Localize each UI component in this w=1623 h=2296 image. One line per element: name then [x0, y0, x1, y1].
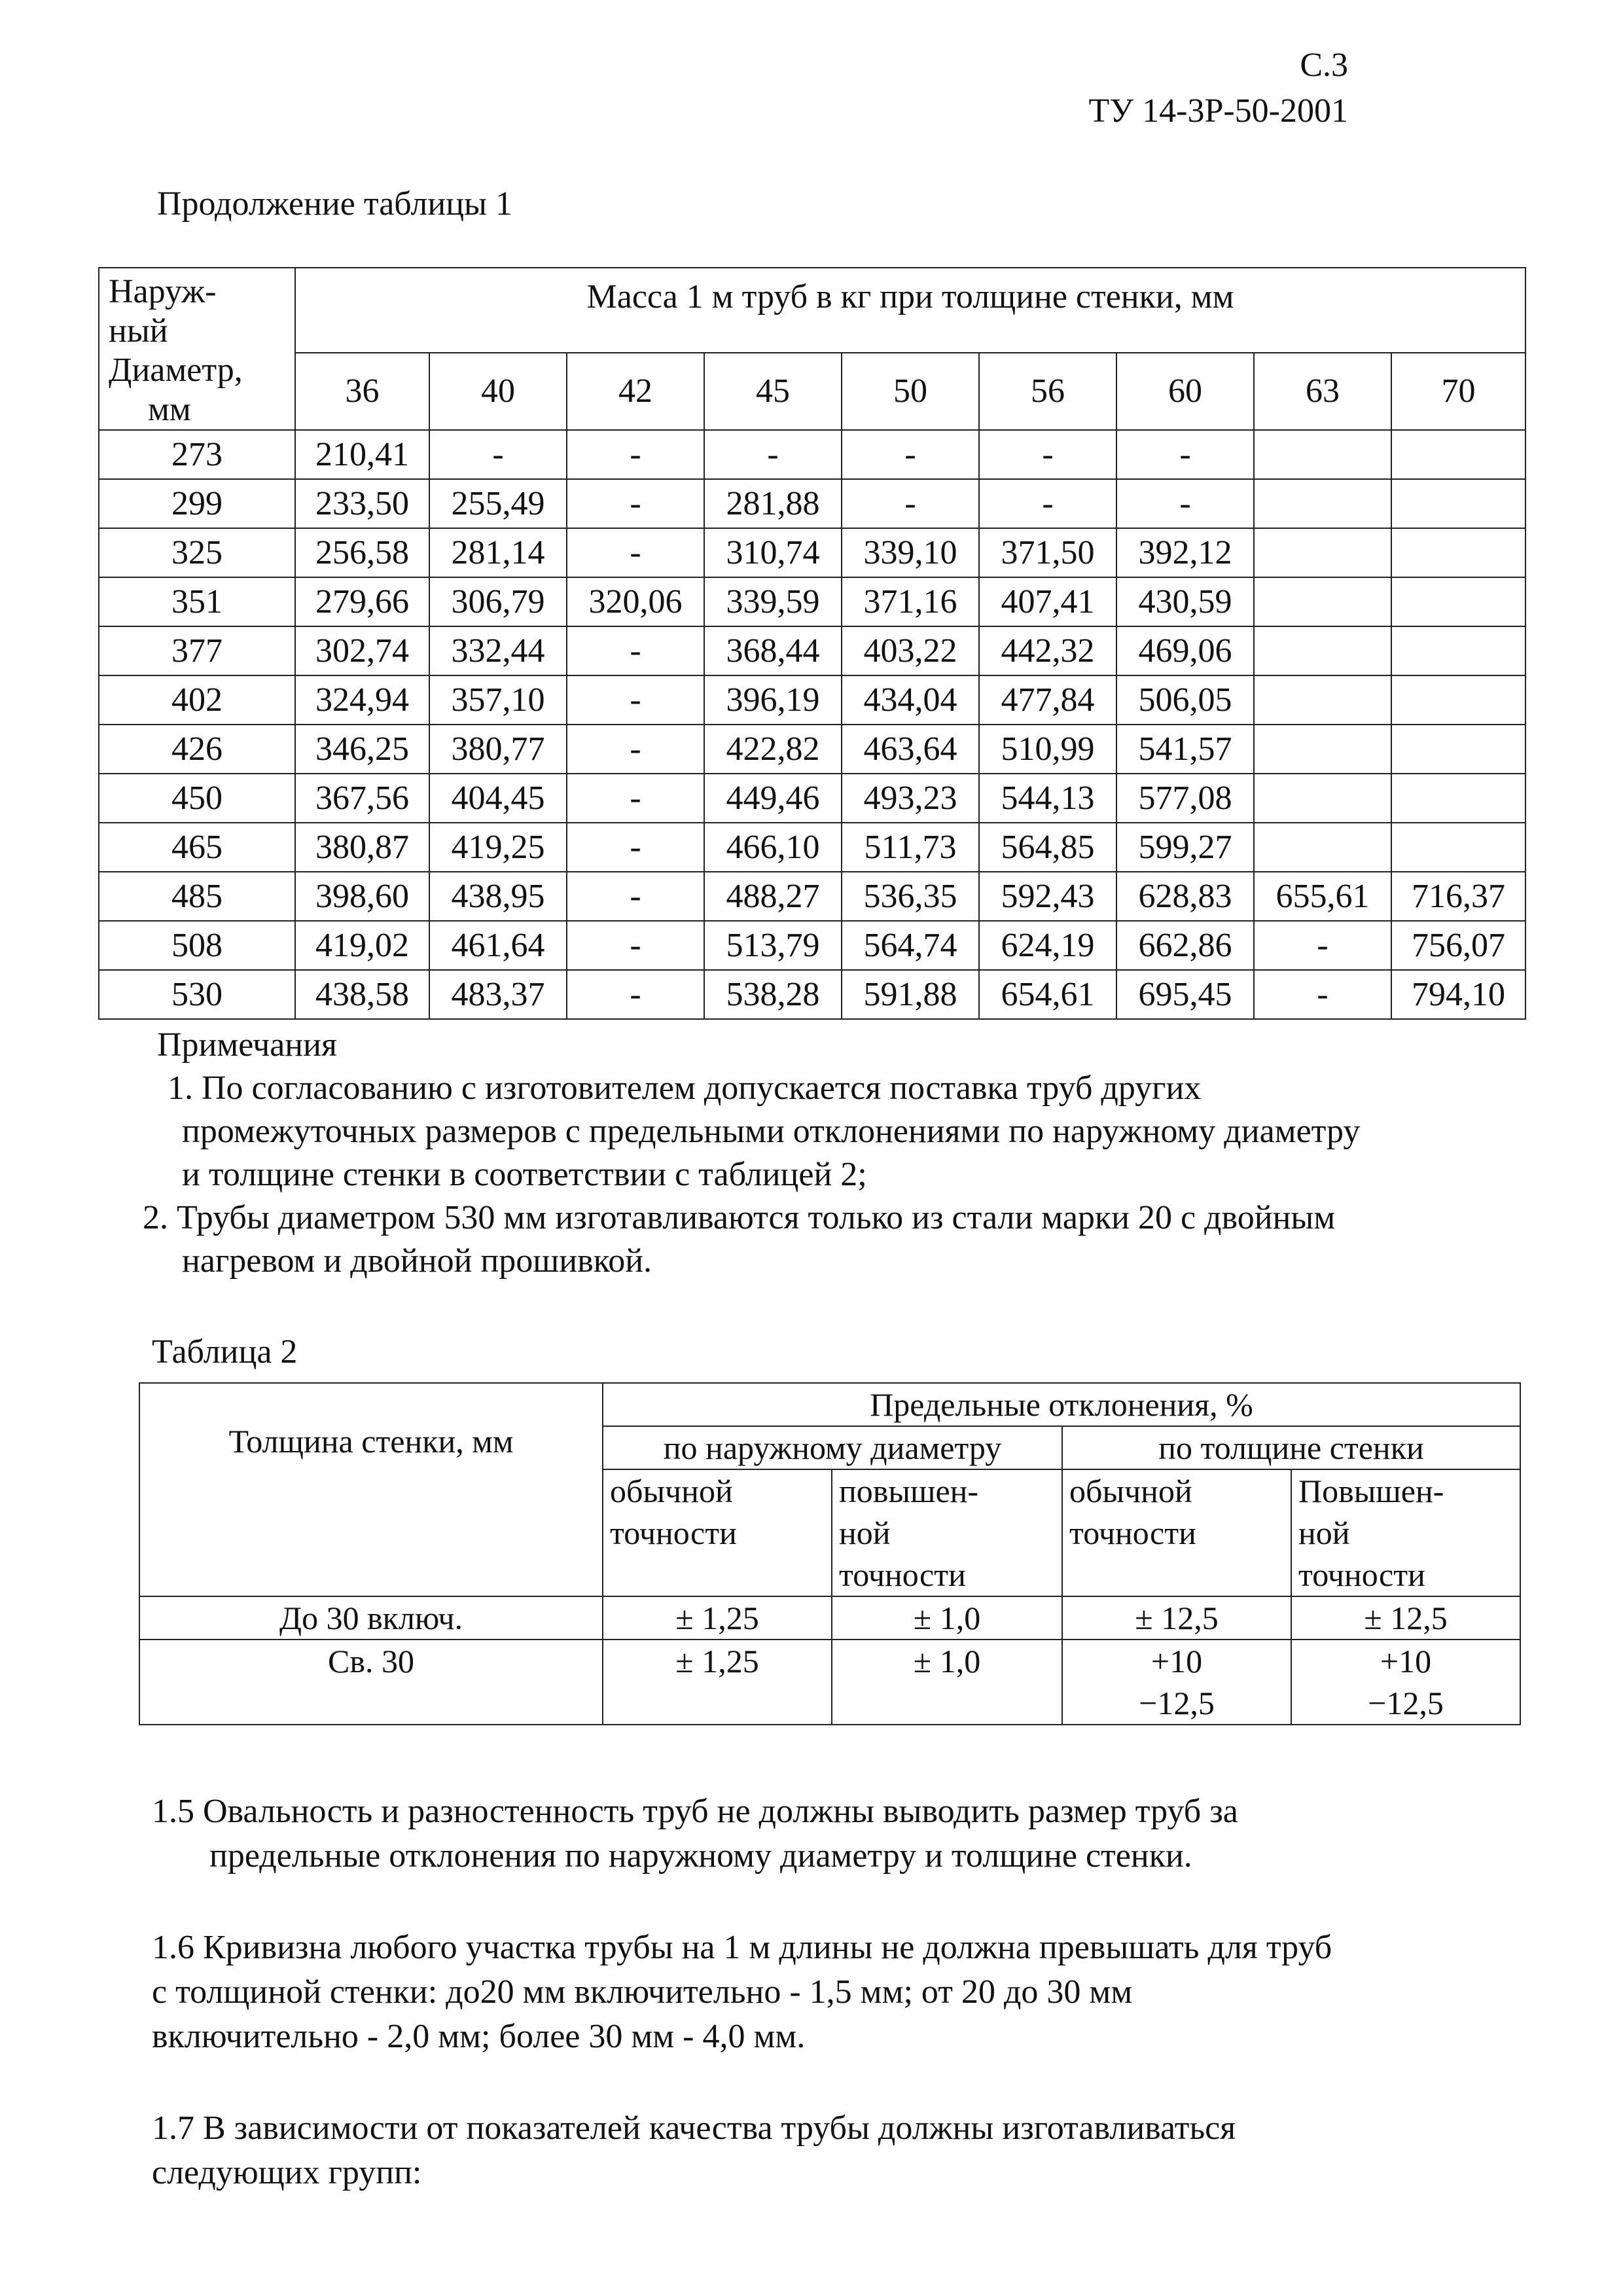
diameter-cell: 377 [99, 626, 295, 675]
mass-cell [1254, 430, 1391, 479]
mass-cell: 624,19 [979, 921, 1116, 970]
mass-cell: 438,58 [295, 970, 429, 1019]
mass-cell: 463,64 [842, 725, 979, 774]
note-2-line: 2. Трубы диаметром 530 мм изготавливаются только из стали марки 20 с двойным [143, 1199, 1336, 1236]
mass-cell: 483,37 [429, 970, 567, 1019]
mass-cell: - [567, 970, 704, 1019]
normal-accuracy-header: обычной точности [603, 1469, 832, 1596]
mass-cell [1391, 626, 1525, 675]
table-row [99, 774, 1525, 823]
paragraph-1-7: 1.7 В зависимости от показателей качества трубы должны изготавливаться следующих групп: [152, 2109, 1236, 2191]
mass-cell: - [567, 725, 704, 774]
diameter-cell: 299 [99, 479, 295, 528]
notes-title: Примечания [157, 1026, 337, 1064]
mass-cell: 324,94 [295, 675, 429, 725]
mass-cell: 477,84 [979, 675, 1116, 725]
wall-thickness-header: Толщина стенки, мм [139, 1383, 603, 1596]
table-row [99, 528, 1525, 577]
mass-cell: 210,41 [295, 430, 429, 479]
column-header: 45 [704, 353, 842, 430]
mass-cell [1391, 774, 1525, 823]
mass-cell: 233,50 [295, 479, 429, 528]
mass-cell: 419,25 [429, 823, 567, 872]
deviation-table [139, 1382, 1521, 1725]
mass-cell: - [567, 626, 704, 675]
high-accuracy-header: Повышен- ной точности [1291, 1469, 1520, 1596]
table-row: До 30 включ. ± 1,25 ± 1,0 ± 12,5 ± 12,5 [139, 1596, 1520, 1640]
mass-cell: - [1116, 430, 1254, 479]
mass-cell: 281,88 [704, 479, 842, 528]
mass-cell: 662,86 [1116, 921, 1254, 970]
mass-cell: 380,77 [429, 725, 567, 774]
mass-cell [1391, 528, 1525, 577]
mass-cell: 396,19 [704, 675, 842, 725]
mass-cell: 368,44 [704, 626, 842, 675]
mass-cell: - [429, 430, 567, 479]
mass-cell: 403,22 [842, 626, 979, 675]
table-row [99, 872, 1525, 921]
mass-cell: 756,07 [1391, 921, 1525, 970]
note-1-line: 1. По согласованию с изготовителем допускается поставка труб других [168, 1069, 1202, 1107]
mass-cell: 320,06 [567, 577, 704, 626]
mass-cell [1254, 577, 1391, 626]
mass-cell: 434,04 [842, 675, 979, 725]
diameter-subheader: по наружному диаметру [603, 1426, 1062, 1469]
paragraph-1-6: 1.6 Кривизна любого участка трубы на 1 м длины не должна превышать для труб с толщиной стенки: до20 мм включительно - 1,5 мм; от 20 до 30 мм включительно - 2,0 мм; более 30 мм - 4,0 мм. [152, 1929, 1332, 2055]
note-2-line: нагревом и двойной прошивкой. [182, 1242, 652, 1280]
mass-cell: 510,99 [979, 725, 1116, 774]
wall-subheader: по толщине стенки [1062, 1426, 1520, 1469]
normal-accuracy-header: обычной точности [1062, 1469, 1291, 1596]
mass-cell: - [1254, 970, 1391, 1019]
table-row [99, 626, 1525, 675]
mass-cell: 488,27 [704, 872, 842, 921]
mass-cell [1391, 577, 1525, 626]
mass-cell [1254, 725, 1391, 774]
diameter-cell: 273 [99, 430, 295, 479]
deviation-group-header: Предельные отклонения, % [603, 1383, 1520, 1426]
mass-cell: 279,66 [295, 577, 429, 626]
mass-cell: 442,32 [979, 626, 1116, 675]
mass-cell: 310,74 [704, 528, 842, 577]
mass-cell: 438,95 [429, 872, 567, 921]
column-header: 42 [567, 353, 704, 430]
mass-cell [1254, 479, 1391, 528]
wall-thickness-header-row [99, 353, 1525, 430]
diameter-cell: 530 [99, 970, 295, 1019]
mass-cell: 346,25 [295, 725, 429, 774]
column-header: 56 [979, 353, 1116, 430]
mass-cell: 513,79 [704, 921, 842, 970]
mass-cell: 599,27 [1116, 823, 1254, 872]
mass-cell: 591,88 [842, 970, 979, 1019]
mass-cell: 256,58 [295, 528, 429, 577]
mass-cell: 564,74 [842, 921, 979, 970]
mass-cell: 655,61 [1254, 872, 1391, 921]
mass-cell: 339,10 [842, 528, 979, 577]
mass-cell: 449,46 [704, 774, 842, 823]
mass-cell: 430,59 [1116, 577, 1254, 626]
mass-cell [1254, 528, 1391, 577]
diameter-cell: 351 [99, 577, 295, 626]
mass-cell: - [567, 823, 704, 872]
table-row [99, 479, 1525, 528]
table-row [99, 430, 1525, 479]
column-header: 60 [1116, 353, 1254, 430]
mass-cell: 404,45 [429, 774, 567, 823]
mass-cell: 716,37 [1391, 872, 1525, 921]
diameter-cell: 465 [99, 823, 295, 872]
mass-cell [1254, 626, 1391, 675]
mass-cell: 302,74 [295, 626, 429, 675]
diameter-cell: 450 [99, 774, 295, 823]
column-header: 50 [842, 353, 979, 430]
table1-caption: Продолжение таблицы 1 [157, 185, 512, 223]
diameter-cell: 402 [99, 675, 295, 725]
mass-cell: 592,43 [979, 872, 1116, 921]
mass-cell: 407,41 [979, 577, 1116, 626]
table-row: Св. 30 ± 1,25 ± 1,0 +10 −12,5 +10 −12,5 [139, 1640, 1520, 1725]
mass-cell [1391, 725, 1525, 774]
document-code: ТУ 14-3Р-50-2001 [1088, 92, 1348, 130]
mass-cell: 469,06 [1116, 626, 1254, 675]
mass-cell: - [567, 872, 704, 921]
mass-cell: 398,60 [295, 872, 429, 921]
diameter-cell: 426 [99, 725, 295, 774]
table-row [99, 675, 1525, 725]
column-header: 36 [295, 353, 429, 430]
mass-cell: 371,16 [842, 577, 979, 626]
mass-cell: 511,73 [842, 823, 979, 872]
mass-cell: 466,10 [704, 823, 842, 872]
table-row [99, 823, 1525, 872]
mass-cell: 255,49 [429, 479, 567, 528]
mass-cell: 695,45 [1116, 970, 1254, 1019]
mass-cell: - [567, 774, 704, 823]
mass-cell: 577,08 [1116, 774, 1254, 823]
mass-cell: 357,10 [429, 675, 567, 725]
mass-cell: - [567, 430, 704, 479]
mass-cell: - [842, 479, 979, 528]
mass-cell: 339,59 [704, 577, 842, 626]
mass-cell: 564,85 [979, 823, 1116, 872]
mass-cell [1391, 823, 1525, 872]
mass-cell: - [1116, 479, 1254, 528]
mass-cell [1391, 479, 1525, 528]
mass-cell: - [567, 675, 704, 725]
mass-cell: 794,10 [1391, 970, 1525, 1019]
mass-cell: 371,50 [979, 528, 1116, 577]
mass-cell: 332,44 [429, 626, 567, 675]
diameter-column-header: Наруж- ный Диаметр, мм [99, 268, 295, 430]
mass-cell: 461,64 [429, 921, 567, 970]
mass-cell: - [842, 430, 979, 479]
mass-cell [1391, 675, 1525, 725]
mass-cell: 538,28 [704, 970, 842, 1019]
mass-cell [1254, 675, 1391, 725]
table2-caption: Таблица 2 [152, 1333, 298, 1371]
table-row [99, 921, 1525, 970]
mass-cell: - [1254, 921, 1391, 970]
diameter-cell: 508 [99, 921, 295, 970]
diameter-cell: 485 [99, 872, 295, 921]
column-header: 40 [429, 353, 567, 430]
mass-cell: - [567, 921, 704, 970]
mass-table [98, 267, 1526, 1020]
mass-cell: 493,23 [842, 774, 979, 823]
mass-group-header: Масса 1 м труб в кг при толщине стенки, мм [295, 268, 1525, 353]
mass-cell [1254, 823, 1391, 872]
mass-cell: 541,57 [1116, 725, 1254, 774]
mass-cell: 367,56 [295, 774, 429, 823]
mass-cell: - [704, 430, 842, 479]
mass-cell: - [979, 479, 1116, 528]
high-accuracy-header: повышен- ной точности [832, 1469, 1062, 1596]
mass-cell: 380,87 [295, 823, 429, 872]
mass-cell: 544,13 [979, 774, 1116, 823]
mass-cell: 628,83 [1116, 872, 1254, 921]
table-row [99, 970, 1525, 1019]
note-1-line: промежуточных размеров с предельными отклонениями по наружному диаметру [182, 1113, 1361, 1150]
mass-cell [1254, 774, 1391, 823]
note-1-line: и толщине стенки в соответствии с таблицей 2; [182, 1156, 867, 1193]
mass-cell: 536,35 [842, 872, 979, 921]
mass-cell [1391, 430, 1525, 479]
diameter-cell: 325 [99, 528, 295, 577]
table-row [99, 577, 1525, 626]
mass-cell: 281,14 [429, 528, 567, 577]
mass-cell: 506,05 [1116, 675, 1254, 725]
column-header: 63 [1254, 353, 1391, 430]
mass-cell: - [979, 430, 1116, 479]
paragraph-1-5: 1.5 Овальность и разностенность труб не должны выводить размер труб за предельные отклонения по наружному диаметру и толщине стенки. [152, 1793, 1238, 1874]
notes [143, 1024, 1361, 1283]
mass-cell: - [567, 528, 704, 577]
mass-cell: - [567, 479, 704, 528]
mass-cell: 422,82 [704, 725, 842, 774]
table-row [99, 725, 1525, 774]
column-header: 70 [1391, 353, 1525, 430]
mass-cell: 419,02 [295, 921, 429, 970]
mass-cell: 392,12 [1116, 528, 1254, 577]
mass-cell: 654,61 [979, 970, 1116, 1019]
page-number: С.3 [1300, 46, 1348, 84]
mass-cell: 306,79 [429, 577, 567, 626]
